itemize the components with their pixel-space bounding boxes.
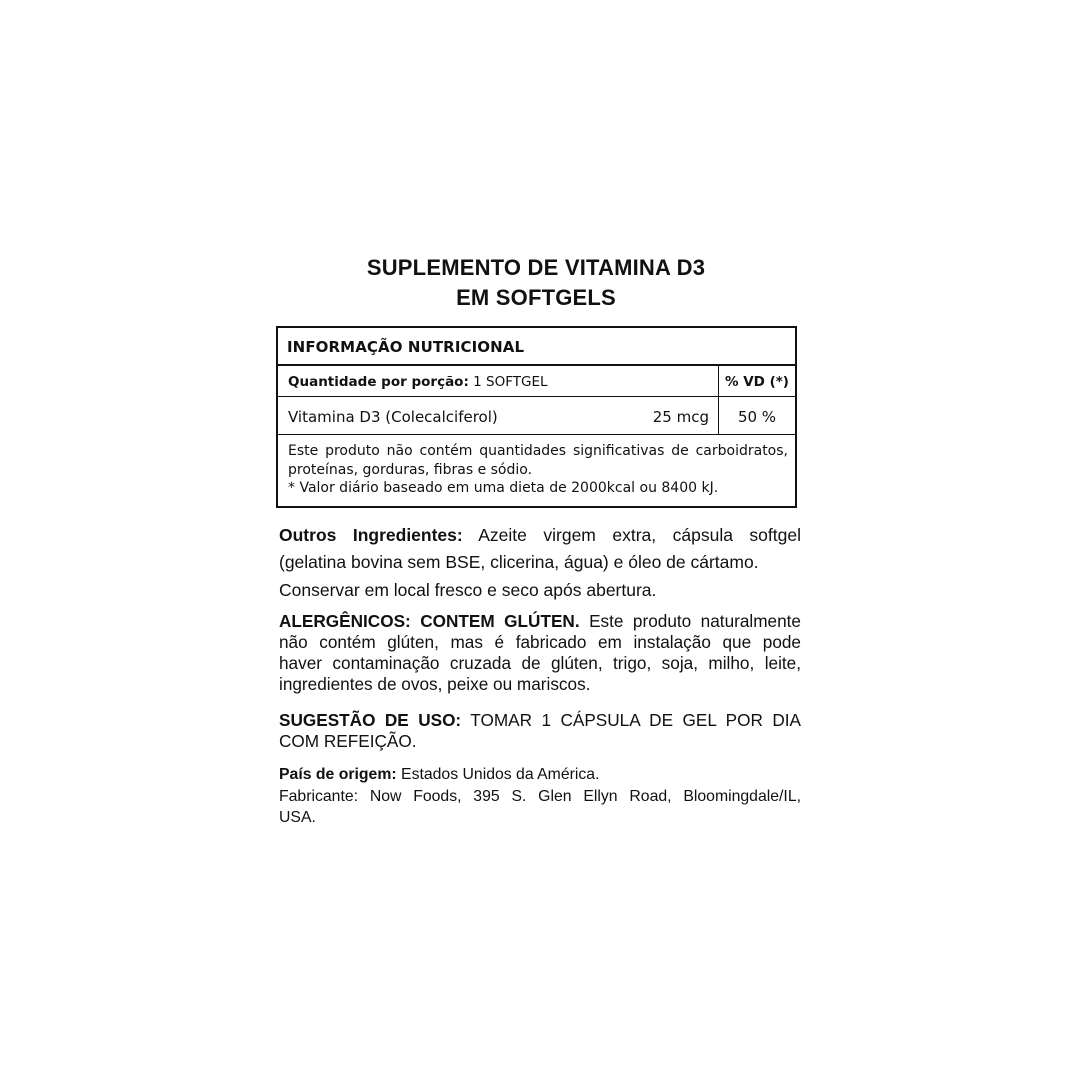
ingredients-line-2: (gelatina bovina sem BSE, clicerina, água) e óleo de cártamo. <box>279 552 759 572</box>
product-title-line-1: SUPLEMENTO DE VITAMINA D3 <box>366 255 706 280</box>
ingredients-text-1: Azeite virgem extra, cápsula softgel <box>462 525 801 545</box>
allergens-line-3: haver contaminação cruzada de glúten, trigo, soja, milho, leite, <box>279 653 801 673</box>
usage-line-1 <box>279 710 801 731</box>
nutrition-table-heading: INFORMAÇÃO NUTRICIONAL <box>287 338 525 356</box>
allergens-line-2: não contém glúten, mas é fabricado em instalação que pode <box>279 632 801 652</box>
suggested-use <box>279 710 801 752</box>
usage-line-2: COM REFEIÇÃO. <box>279 731 417 751</box>
storage-instructions: Conservar em local fresco e seco após abertura. <box>279 580 657 600</box>
usage-label: SUGESTÃO DE USO: <box>279 710 462 730</box>
footnote-line-1: Este produto não contém quantidades significativas de carboidratos, <box>288 443 788 459</box>
product-title-line-2: EM SOFTGELS <box>456 285 616 310</box>
footnote-line-3: * Valor diário baseado em uma dieta de 2000kcal ou 8400 kJ. <box>288 480 719 496</box>
manufacturer-line-1: Fabricante: Now Foods, 395 S. Glen Ellyn Road, Bloomingdale/IL, <box>279 787 801 805</box>
nutrient-amount: 25 mcg <box>652 408 709 426</box>
allergens-line-4: ingredientes de ovos, peixe ou mariscos. <box>279 674 591 694</box>
allergens-label: ALERGÊNICOS: CONTEM GLÚTEN. <box>279 611 580 631</box>
allergens-line-1 <box>279 611 801 632</box>
nutrition-footnote-row <box>278 435 795 506</box>
allergens-text-1: Este produto naturalmente <box>579 611 801 631</box>
product-title <box>0 253 1072 313</box>
footnote-line-2: proteínas, gorduras, fibras e sódio. <box>288 461 533 478</box>
allergen-statement <box>279 611 801 695</box>
origin-label: País de origem: <box>279 766 397 783</box>
usage-text-1: TOMAR 1 CÁPSULA DE GEL POR DIA <box>461 710 801 730</box>
nutrient-name: Vitamina D3 (Colecalciferol) <box>288 408 498 426</box>
serving-size-label: Quantidade por porção: <box>288 374 469 390</box>
country-of-origin <box>279 764 801 786</box>
other-ingredients <box>279 522 801 576</box>
nutrient-daily-value: 50 % <box>737 408 777 426</box>
nutrition-footnote <box>288 442 788 498</box>
table-column-divider <box>718 366 719 435</box>
manufacturer-line-2: USA. <box>279 809 316 826</box>
ingredients-label: Outros Ingredientes: <box>279 525 463 545</box>
ingredients-line-1 <box>279 522 801 549</box>
serving-size <box>288 374 548 390</box>
daily-value-header: % VD (*) <box>725 374 789 390</box>
nutrition-facts-table <box>276 326 797 508</box>
serving-size-value: 1 SOFTGEL <box>468 374 548 390</box>
origin-value: Estados Unidos da América. <box>396 766 600 783</box>
nutrition-table-header-row <box>278 328 795 366</box>
origin-manufacturer <box>279 764 801 829</box>
